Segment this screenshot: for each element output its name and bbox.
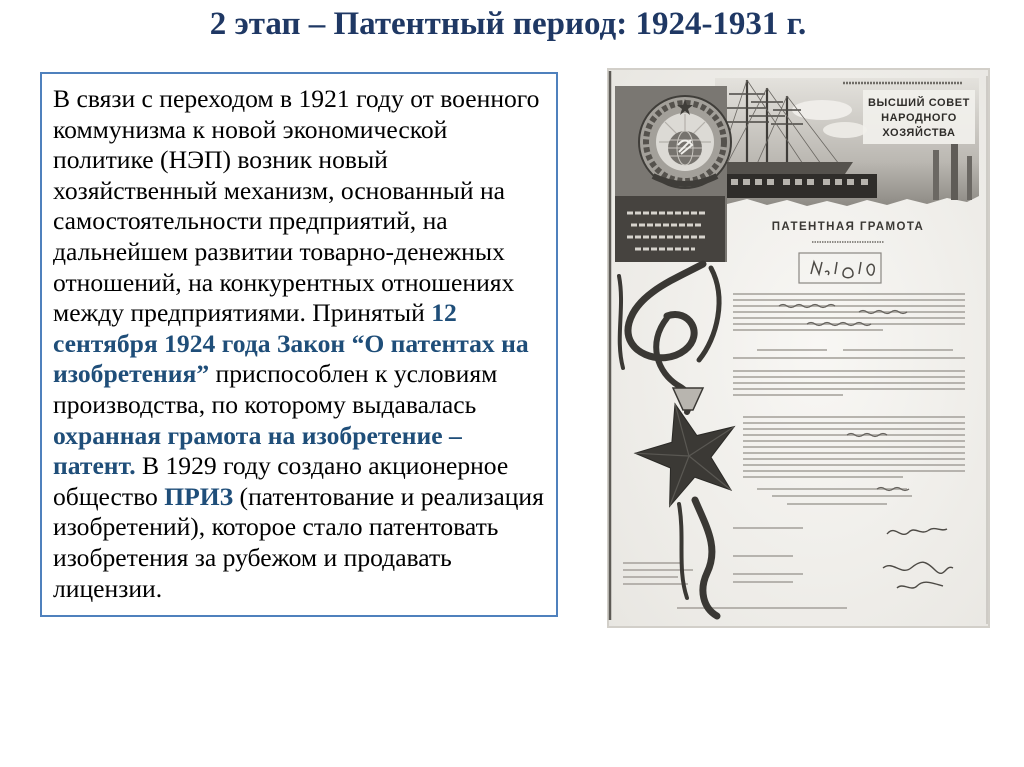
text-box: [40, 72, 558, 617]
body-text-run: (патентование и реализация: [233, 481, 544, 511]
body-line: [53, 574, 544, 605]
body-text-run: приспособлен к условиям: [209, 359, 498, 389]
committee-panel: [615, 196, 725, 262]
body-text-run: политике (НЭП) возник новый: [53, 145, 388, 175]
emphasis-run: 12: [431, 298, 457, 328]
emphasis-run: изобретения”: [53, 359, 210, 389]
body-paragraph: [53, 84, 544, 604]
body-text-run: изобретения за рубежом и продавать: [53, 542, 452, 572]
body-text-run: изобретений), которое стало патентовать: [53, 512, 499, 542]
body-line: [53, 543, 544, 574]
certificate-title: ПАТЕНТНАЯ ГРАМОТА: [771, 221, 925, 233]
emphasis-run: патент.: [53, 451, 136, 481]
body-line: [53, 390, 544, 421]
body-line: [53, 298, 544, 329]
body-text-run: отношений, на конкурентных отношениях: [53, 267, 515, 297]
org-header-line: ВЫСШИЙ СОВЕТ: [867, 97, 971, 109]
ussr-emblem: [639, 96, 731, 188]
chimney: [951, 144, 958, 200]
emphasis-run: ПРИЗ: [164, 481, 234, 511]
body-text-run: общество: [53, 481, 165, 511]
slide-title: 2 этап – Патентный период: 1924-1931 г.: [209, 6, 807, 42]
body-text-run: коммунизма к новой экономической: [53, 114, 448, 144]
emphasis-run: сентября 1924 года Закон “О патентах на: [53, 328, 529, 358]
body-line: [53, 482, 544, 513]
org-header-line: ХОЗЯЙСТВА: [882, 127, 956, 139]
body-line: [53, 145, 544, 176]
train: [725, 174, 877, 198]
chimney: [967, 156, 972, 200]
body-line: [53, 359, 544, 390]
body-line: [53, 237, 544, 268]
body-text-run: В 1929 году создано акционерное: [135, 451, 509, 481]
emphasis-run: охранная грамота на изобретение –: [53, 420, 462, 450]
body-line: [53, 329, 544, 360]
body-line: [53, 115, 544, 146]
body-line: [53, 512, 544, 543]
body-line: [53, 176, 544, 207]
org-header-line: НАРОДНОГО: [881, 112, 957, 124]
body-line: [53, 84, 544, 115]
body-text-run: лицензии.: [53, 573, 163, 603]
body-line: [53, 206, 544, 237]
body-line: [53, 451, 544, 482]
body-text-run: самостоятельности предприятий, на: [53, 206, 448, 236]
body-text-run: хозяйственный механизм, основанный на: [53, 175, 506, 205]
patent-certificate-image: [607, 68, 990, 628]
body-line: [53, 421, 544, 452]
cloud: [823, 122, 867, 138]
body-text-run: между предприятиями. Принятый: [53, 298, 432, 328]
ship-hull: [719, 162, 853, 174]
body-text-run: производства, по которому выдавалась: [53, 389, 477, 419]
body-text-run: В связи с переходом в 1921 году от военного: [53, 84, 540, 113]
body-line: [53, 268, 544, 299]
chimney: [933, 150, 939, 200]
body-text-run: дальнейшем развитии товарно-денежных: [53, 236, 505, 266]
